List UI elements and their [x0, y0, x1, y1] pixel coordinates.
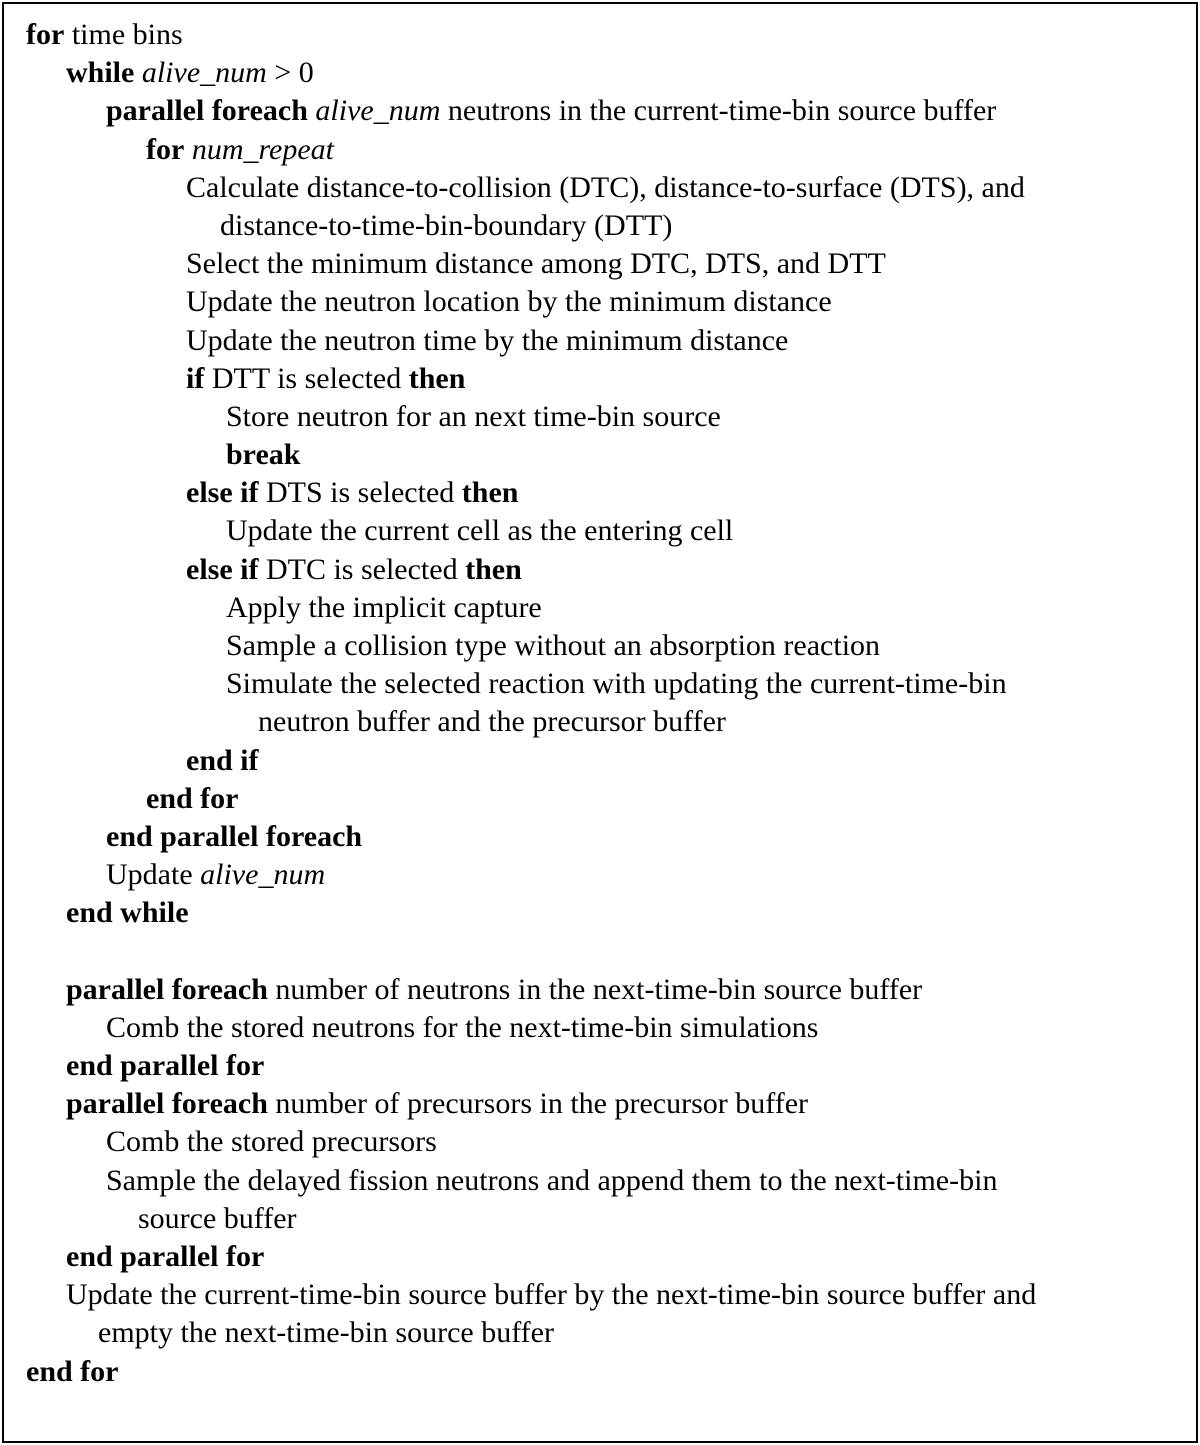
line-comb-precursors [26, 1123, 1036, 1161]
line-end-while [26, 894, 1036, 932]
line-text: neutron buffer and the precursor buffer [258, 705, 726, 739]
line-update-cell [26, 512, 1036, 550]
line-text: number of precursors in the precursor buffer [267, 1087, 808, 1121]
keyword: parallel foreach [106, 94, 308, 128]
line-text: Update [106, 858, 201, 892]
keyword: for [26, 18, 65, 51]
line-end-for-inner [26, 780, 1036, 818]
line-end-parallel-foreach [26, 818, 1036, 856]
line-end-if [26, 742, 1036, 780]
line-break [26, 436, 1036, 474]
line-update-location [26, 283, 1036, 321]
line-end-parallel-for-2 [26, 1238, 1036, 1276]
line-update-alive-num [26, 856, 1036, 894]
line-select-minimum [26, 245, 1036, 283]
line-calculate-distances [26, 169, 1036, 207]
line-text: Comb the stored precursors [106, 1125, 437, 1159]
line-for-num-repeat [26, 131, 1036, 169]
line-text: empty the next-time-bin source buffer [98, 1316, 554, 1350]
line-while [26, 54, 1036, 92]
keyword: else if [186, 552, 259, 586]
keyword: then [461, 476, 519, 510]
line-text: number of neutrons in the next-time-bin source buffer [267, 972, 923, 1006]
line-comb-neutrons [26, 1009, 1036, 1047]
line-else-if-dts [26, 474, 1036, 512]
line-text: distance-to-time-bin-boundary (DTT) [220, 208, 673, 242]
line-parallel-foreach-next [26, 971, 1036, 1009]
keyword: end while [66, 896, 189, 930]
line-update-time [26, 322, 1036, 360]
line-parallel-foreach-precursors [26, 1085, 1036, 1123]
line-text: Select the minimum distance among DTC, DTS, and DTT [186, 247, 886, 281]
keyword: end if [186, 743, 259, 777]
keyword: then [408, 361, 466, 395]
keyword: else if [186, 476, 259, 510]
variable: alive_num [200, 858, 326, 892]
line-text: Store neutron for an next time-bin source [226, 399, 721, 433]
keyword: break [226, 438, 301, 472]
line-implicit-capture [26, 589, 1036, 627]
line-else-if-dtc [26, 551, 1036, 589]
line-text: > 0 [266, 56, 314, 90]
variable: alive_num [315, 94, 441, 128]
line-end-for-outer [26, 1353, 1036, 1391]
keyword: end parallel for [66, 1049, 265, 1083]
line-update-source-buffer [26, 1276, 1036, 1314]
line-text: time bins [64, 18, 183, 51]
line-text: neutrons in the current-time-bin source buffer [440, 94, 997, 128]
line-text: Update the neutron location by the minimum distance [186, 285, 832, 319]
line-text: Apply the implicit capture [226, 590, 542, 624]
line-simulate-reaction [26, 665, 1036, 703]
algorithm-listing [26, 16, 1036, 1391]
line-text: DTT is selected [204, 361, 409, 395]
keyword: parallel foreach [66, 1087, 268, 1121]
line-text: Sample a collision type without an absorption reaction [226, 629, 881, 662]
line-text: Update the current cell as the entering cell [226, 514, 734, 548]
line-sample-delayed-cont [26, 1200, 1036, 1238]
line-if-dtt [26, 360, 1036, 398]
line-text: Calculate distance-to-collision (DTC), distance-to-surface (DTS), and [186, 170, 1025, 204]
keyword: for [146, 132, 185, 166]
line-calculate-distances-cont [26, 207, 1036, 245]
variable: alive_num [141, 56, 267, 90]
keyword: end parallel for [66, 1240, 265, 1273]
line-text: Update the neutron time by the minimum distance [186, 323, 789, 357]
blank-line [26, 933, 1036, 971]
line-text: Sample the delayed fission neutrons and append them to the next-time-bin [106, 1163, 998, 1197]
line-text: Simulate the selected reaction with updating the current-time-bin [226, 667, 1007, 701]
keyword: end for [26, 1354, 119, 1388]
keyword: end parallel foreach [106, 819, 363, 853]
line-simulate-reaction-cont [26, 703, 1036, 741]
line-text: DTC is selected [258, 552, 466, 586]
keyword: while [66, 56, 135, 90]
line-store-neutron [26, 398, 1036, 436]
line-text: source buffer [138, 1201, 297, 1235]
line-text: DTS is selected [258, 476, 462, 510]
line-text: Update the current-time-bin source buffer by the next-time-bin source buffer and [66, 1278, 1037, 1312]
keyword: parallel foreach [66, 972, 268, 1006]
variable: num_repeat [191, 132, 335, 166]
line-for-time-bins [26, 16, 1036, 54]
line-end-parallel-for-1 [26, 1047, 1036, 1085]
line-text: Comb the stored neutrons for the next-time-bin simulations [106, 1010, 819, 1044]
keyword: if [186, 361, 205, 395]
line-sample-delayed [26, 1162, 1036, 1200]
line-sample-collision [26, 627, 1036, 665]
line-parallel-foreach-alive [26, 92, 1036, 130]
keyword: then [465, 552, 522, 586]
line-update-source-buffer-cont [26, 1314, 1036, 1352]
keyword: end for [146, 781, 239, 815]
